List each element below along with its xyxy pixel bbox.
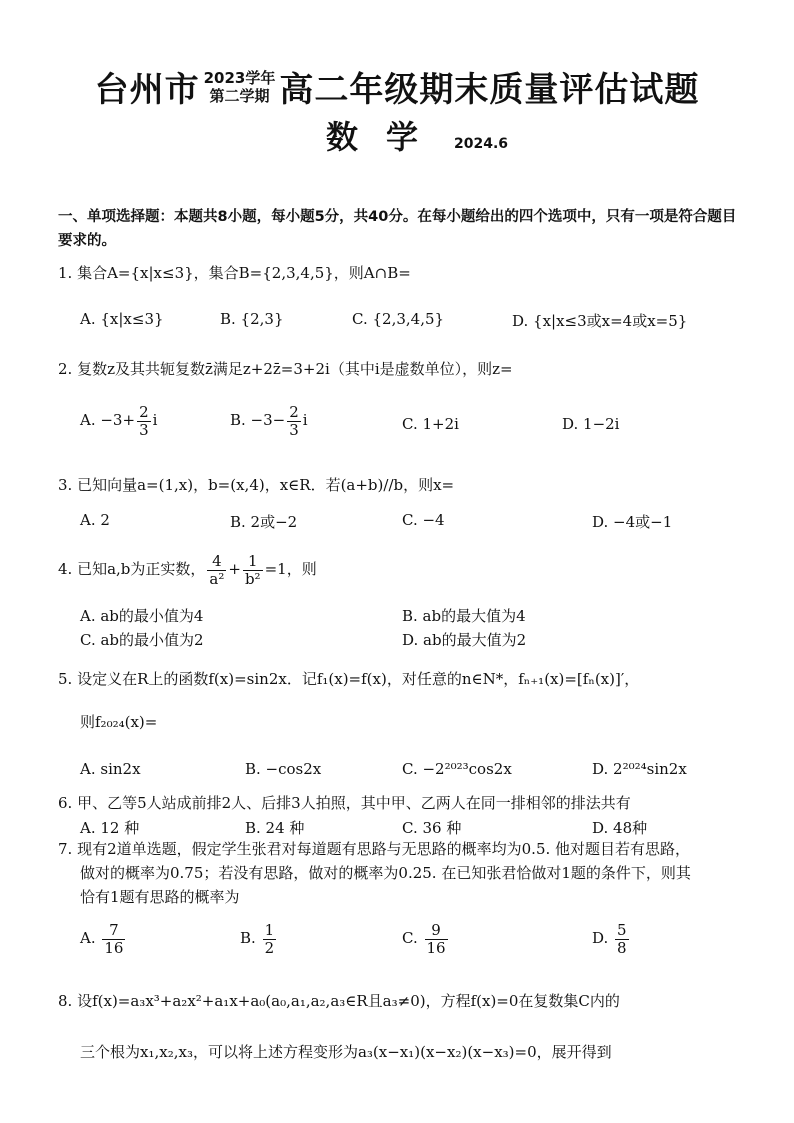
- question-4-stem: [58, 553, 738, 587]
- q5-option-c: C. −2²⁰²³cos2x: [402, 760, 512, 778]
- q3-option-a: A. 2: [80, 511, 110, 529]
- q4-f2-denominator: b²: [244, 569, 261, 588]
- q6-option-b: B. 24 种: [245, 819, 305, 837]
- q7-option-d: [592, 922, 631, 956]
- q7-b-label: B.: [240, 929, 256, 947]
- exam-date: 2024.6: [453, 136, 509, 152]
- q7-a-numerator: 7: [102, 922, 125, 940]
- q2-b-numerator: 2: [289, 403, 299, 421]
- q7-a-denominator: 16: [104, 938, 124, 957]
- semester: 第二学期: [209, 86, 270, 105]
- q2-a-suffix: i: [152, 411, 158, 429]
- q4-fraction-1: [207, 553, 226, 587]
- q5-option-a: A. sin2x: [80, 760, 141, 778]
- q4-stem-suffix: =1，则: [264, 560, 317, 578]
- q2-a-fraction: [137, 404, 151, 438]
- question-2-stem: 2. 复数z及其共轭复数z̄满足z+2z̄=3+2i（其中i是虚数单位），则z=: [58, 360, 513, 378]
- q7-b-fraction: [263, 922, 277, 956]
- question-1-stem: 1. 集合A={x|x≤3}，集合B={2,3,4,5}，则A∩B=: [58, 264, 411, 282]
- q7-b-denominator: 2: [264, 938, 275, 957]
- q3-option-c: C. −4: [402, 511, 445, 529]
- q1-option-a: A. {x|x≤3}: [80, 310, 164, 328]
- q2-a-numerator: 2: [139, 403, 149, 421]
- q7-d-numerator: 5: [617, 921, 627, 939]
- q1-option-b: B. {2,3}: [220, 310, 284, 328]
- q6-option-a: A. 12 种: [80, 819, 140, 837]
- q3-option-d: D. −4或−1: [592, 513, 673, 531]
- q1-option-d: D. {x|x≤3或x=4或x=5}: [512, 312, 688, 330]
- q2-option-b: [230, 404, 308, 438]
- q7-c-numerator: 9: [425, 922, 448, 940]
- question-6-stem: 6. 甲、乙等5人站成前排2人、后排3人拍照，其中甲、乙两人在同一排相邻的排法共有: [58, 794, 631, 812]
- q2-option-c: C. 1+2i: [402, 415, 459, 433]
- question-8-line2: 三个根为x₁,x₂,x₃，可以将上述方程变形为a₃(x−x₁)(x−x₂)(x−x₃)=0，展开得到: [80, 1043, 612, 1061]
- q7-c-label: C.: [402, 929, 418, 947]
- q4-plus: +: [228, 560, 241, 578]
- q2-option-a: [80, 404, 157, 438]
- q2-b-fraction: [287, 404, 301, 438]
- q7-c-fraction: [425, 922, 448, 956]
- section-heading: 一、单项选择题：本题共8小题，每小题5分，共40分。在每小题给出的四个选项中，只有一项是符合题目要求的。: [58, 209, 737, 249]
- q1-option-c: C. {2,3,4,5}: [352, 310, 445, 328]
- q7-b-numerator: 1: [264, 921, 275, 939]
- q7-option-a: [80, 922, 127, 956]
- q4-fraction-2: [243, 553, 263, 587]
- q2-option-d: D. 1−2i: [562, 415, 620, 433]
- question-7-line3: 恰有1题有思路的概率为: [80, 888, 240, 906]
- q7-option-b: [240, 922, 278, 956]
- q5-option-d: D. 2²⁰²⁴sin2x: [592, 760, 687, 778]
- subject-name: 数学: [325, 118, 446, 156]
- q7-c-denominator: 16: [426, 938, 446, 957]
- subject-row: [0, 112, 794, 158]
- q4-option-a: A. ab的最小值为4: [80, 607, 204, 625]
- question-5-stem: 5. 设定义在R上的函数f(x)=sin2x．记f₁(x)=f(x)，对任意的n∈N*，fₙ₊₁(x)=[fₙ(x)]′，: [58, 670, 640, 688]
- city-name: 台州市: [94, 70, 200, 110]
- q6-option-d: D. 48种: [592, 819, 648, 837]
- exam-title: 高二年级期末质量评估试题: [279, 70, 700, 110]
- q4-stem-prefix: 4. 已知a,b为正实数，: [58, 560, 206, 578]
- q4-option-c: C. ab的最小值为2: [80, 631, 204, 649]
- q7-a-fraction: [102, 922, 125, 956]
- q7-d-label: D.: [592, 929, 609, 947]
- q7-option-c: [402, 922, 450, 956]
- q2-b-suffix: i: [302, 411, 308, 429]
- question-3-stem: 3. 已知向量a=(1,x)，b=(x,4)，x∈R．若(a+b)//b，则x=: [58, 476, 455, 494]
- q5-option-b: B. −cos2x: [245, 760, 322, 778]
- q2-b-prefix: B. −3−: [230, 411, 286, 429]
- q3-option-b: B. 2或−2: [230, 513, 298, 531]
- term-stack: [204, 69, 276, 105]
- question-7-line1: 7. 现有2道单选题，假定学生张君对每道题有思路与无思路的概率均为0.5. 他对题目若有思路，: [58, 840, 691, 858]
- school-year: 2023学年: [203, 68, 276, 87]
- q2-b-denominator: 3: [289, 420, 299, 439]
- q7-d-fraction: [615, 922, 629, 956]
- question-8-line1: 8. 设f(x)=a₃x³+a₂x²+a₁x+a₀(a₀,a₁,a₂,a₃∈R且a₃≠0)，方程f(x)=0在复数集C内的: [58, 992, 620, 1010]
- question-5-stem-line2: 则f₂₀₂₄(x)=: [80, 713, 158, 731]
- q7-d-denominator: 8: [617, 938, 627, 957]
- q4-f1-denominator: a²: [209, 569, 225, 588]
- q2-a-denominator: 3: [139, 420, 149, 439]
- q7-a-label: A.: [80, 929, 96, 947]
- q4-f2-numerator: 1: [243, 553, 263, 571]
- q6-option-c: C. 36 种: [402, 819, 462, 837]
- q4-option-d: D. ab的最大值为2: [402, 631, 527, 649]
- question-7-line2: 做对的概率为0.75；若没有思路，做对的概率为0.25. 在已知张君恰做对1题的条件下，则其: [80, 864, 691, 882]
- q4-f1-numerator: 4: [207, 553, 226, 571]
- q4-option-b: B. ab的最大值为4: [402, 607, 526, 625]
- q2-a-prefix: A. −3+: [80, 411, 136, 429]
- exam-title-row: [0, 62, 794, 111]
